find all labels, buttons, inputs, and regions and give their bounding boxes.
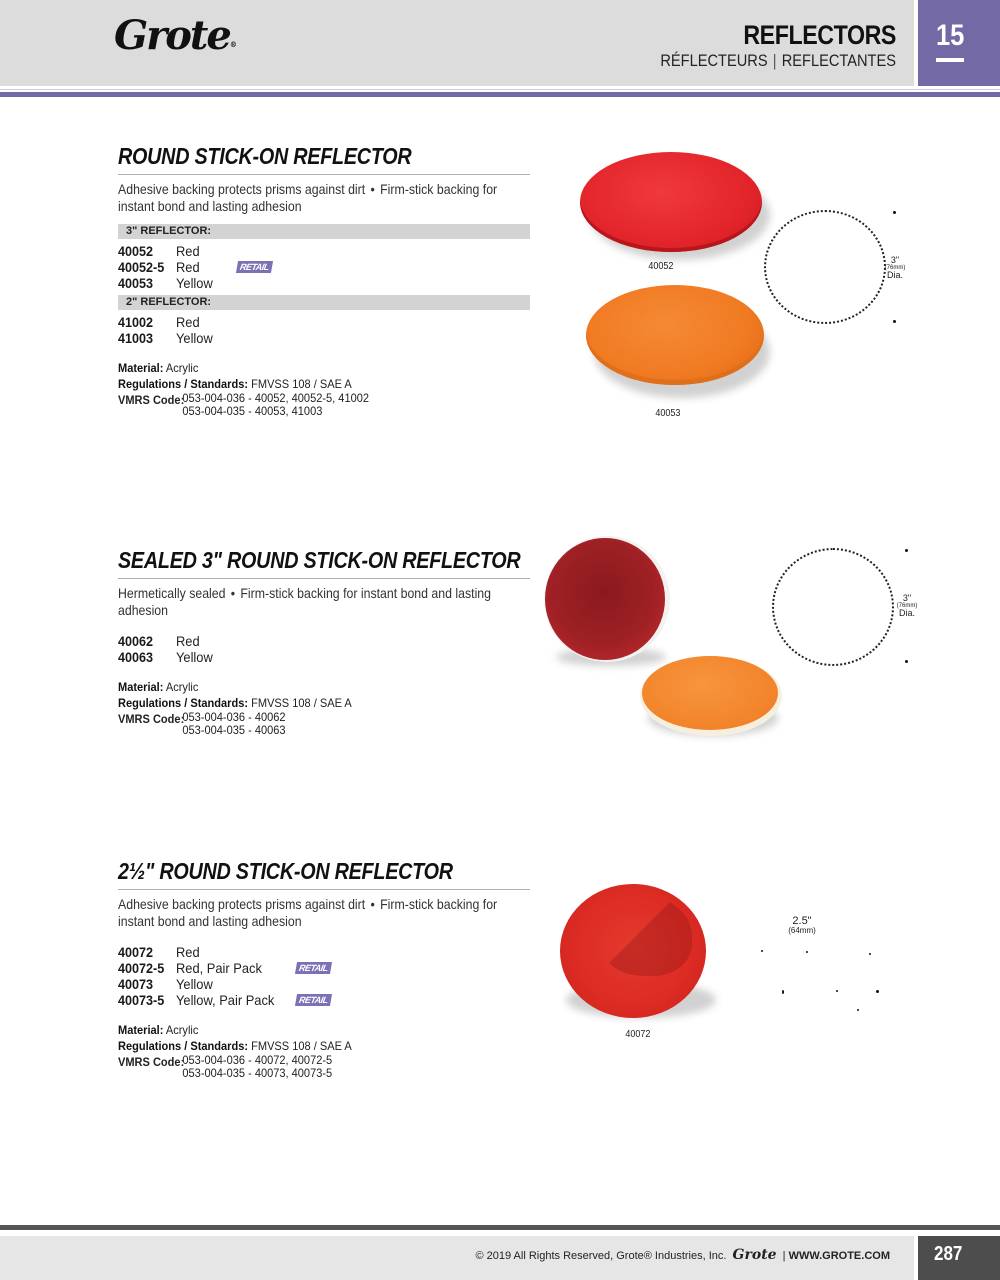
part-number: 40072-5 [118,960,165,976]
part-number: 40053 [118,275,154,291]
part-row [118,960,530,976]
subtitle-spanish: REFLECTANTES [781,51,896,70]
part-color: Red [176,243,200,259]
dimension-label: 2.5" (64mm) [788,915,816,935]
part-row [118,944,530,960]
part-row [118,259,530,275]
part-color: Red [176,633,200,649]
header-titles [622,20,896,72]
page-number: 287 [934,1243,963,1265]
page-subtitle [660,50,896,72]
image-caption-40072: 40072 [625,1029,651,1040]
spec-block [118,679,530,737]
chapter-number: 15 [936,19,965,52]
section-rule [118,889,530,890]
part-color: Yellow [176,330,213,346]
part-color: Red [176,314,200,330]
footer-divider [0,1225,1000,1230]
parts-list [118,633,530,665]
section-title: ROUND STICK-ON REFLECTOR [118,143,412,169]
parts-list [118,944,530,1008]
part-row [118,330,530,346]
header-divider [0,92,1000,97]
section-title: 2½" ROUND STICK-ON REFLECTOR [118,858,453,884]
part-row [118,314,530,330]
section-description: Adhesive backing protects prisms against dirt • Firm-stick backing for instant bond and lasting adhesion [118,181,498,214]
part-row [118,275,530,291]
section-rule [118,174,530,175]
grote-logo: Grote® [114,12,237,59]
spec-block [118,360,530,418]
website-link[interactable]: WWW.GROTE.COM [788,1250,890,1262]
page-header [0,0,1000,86]
part-row [118,243,530,259]
image-caption-40052: 40052 [648,261,674,272]
part-color: Yellow [176,976,213,992]
part-number: 40062 [118,633,154,649]
part-color: Red [176,259,200,275]
spec-material: Material: Acrylic [118,361,199,375]
part-color: Yellow [176,275,213,291]
spec-material: Material: Acrylic [118,680,199,694]
header-divider-thin [0,89,1000,90]
section-round-stick-on-reflector [118,142,530,418]
chapter-underline [936,58,964,62]
part-number: 40052-5 [118,259,165,275]
page-footer [0,1236,914,1280]
footer-separator: | [782,1250,786,1262]
parts-list-2in [118,314,530,346]
section-2-5in-round-reflector [118,857,530,1080]
spec-vmrs: VMRS Code: 053-004-036 - 40052, 40052-5, 41002 053-004-035 - 40053, 41003 [118,391,370,418]
part-number: 41002 [118,314,154,330]
page-title: REFLECTORS [743,20,896,50]
spec-regulations: Regulations / Standards: FMVSS 108 / SAE A [118,1039,352,1053]
section-sealed-3in-round-reflector [118,546,530,737]
subtitle-separator: | [772,51,777,70]
part-color: Red, Pair Pack [176,960,262,976]
spec-vmrs: VMRS Code: 053-004-036 - 40072, 40072-5 053-004-035 - 40073, 40073-5 [118,1053,333,1080]
section-description: Adhesive backing protects prisms against dirt • Firm-stick backing for instant bond and lasting adhesion [118,896,498,929]
part-number: 40073 [118,976,154,992]
footer-grote-logo: Grote [732,1247,777,1263]
spec-regulations: Regulations / Standards: FMVSS 108 / SAE A [118,377,352,391]
dimension-label: 3" (76mm) Dia. [884,255,906,280]
subtitle-french: RÉFLECTEURS [660,51,768,70]
footer-text [475,1247,890,1263]
part-number: 40072 [118,944,154,960]
spec-vmrs: VMRS Code: 053-004-036 - 40062 053-004-035 - 40063 [118,710,286,737]
parts-list-3in [118,243,530,291]
part-row [118,633,530,649]
part-row [118,976,530,992]
retail-badge: RETAIL [295,994,332,1006]
section-rule [118,578,530,579]
part-color: Yellow [176,649,213,665]
retail-badge: RETAIL [295,962,332,974]
part-color: Yellow, Pair Pack [176,992,275,1008]
part-number: 41003 [118,330,154,346]
chapter-tab [914,0,1000,86]
subhead-3in: 3" REFLECTOR: [118,224,530,239]
page-number-box [914,1236,1000,1280]
copyright: © 2019 All Rights Reserved, Grote® Industries, Inc. [475,1250,727,1262]
dimension-label: 3" (76mm) Dia. [896,593,918,618]
retail-badge: RETAIL [236,261,273,273]
spec-material: Material: Acrylic [118,1023,199,1037]
subhead-2in: 2" REFLECTOR: [118,295,530,310]
section-description: Hermetically sealed • Firm-stick backing for instant bond and lasting adhesion [118,585,492,618]
image-caption-40053: 40053 [655,408,681,419]
part-number: 40073-5 [118,992,165,1008]
part-row [118,649,530,665]
section-title: SEALED 3" ROUND STICK-ON REFLECTOR [118,547,521,573]
part-row [118,992,530,1008]
spec-block [118,1022,530,1080]
spec-regulations: Regulations / Standards: FMVSS 108 / SAE A [118,696,352,710]
part-number: 40052 [118,243,154,259]
part-color: Red [176,944,200,960]
part-number: 40063 [118,649,154,665]
